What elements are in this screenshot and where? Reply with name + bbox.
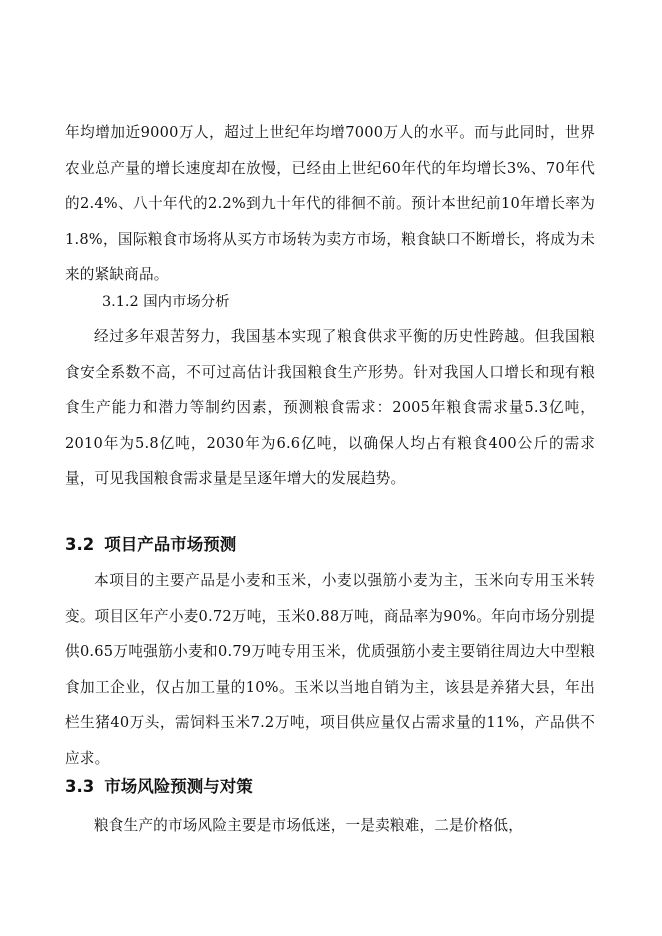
paragraph-domestic-demand: 经过多年艰苦努力，我国基本实现了粮食供求平衡的历史性跨越。但我国粮食安全系数不高，不可过高估计我国粮食生产形势。针对我国人口增长和现有粮食生产能力和潜力等制约因素，预测粮食需求：2005年粮食需求量5.3亿吨，2010年为5.8亿吨，2030年为6.6亿吨，以确保人均占有粮食400公斤的需求量，可见我国粮食需求量是呈逐年增大的发展趋势。 — [65, 328, 595, 487]
subsection-heading-domestic-market: 3.1.2 国内市场分析 — [102, 294, 230, 310]
section-title: 项目产品市场预测 — [104, 535, 237, 554]
paragraph-market-risk: 粮食生产的市场风险主要是市场低迷，一是卖粮难，二是价格低， — [94, 817, 524, 834]
section-number: 3.3 — [65, 777, 95, 796]
paragraph-world-grain-trend: 年均增加近9000万人，超过上世纪年均增7000万人的水平。而与此同时，世界农业总产量的增长速度却在放慢，已经由上世纪60年代的年均增长3%、70年代的2.4%、八十年代的2.2%到九十年代的徘徊不前。预计本世纪前10年增长率为1.8%，国际粮食市场将从买方市场转为卖方市场，粮食缺口不断增长，将成为未来的紧缺商品。 — [65, 124, 595, 283]
section-number: 3.2 — [65, 535, 95, 554]
section-heading-product-forecast — [65, 532, 236, 558]
paragraph-product-forecast: 本项目的主要产品是小麦和玉米，小麦以强筋小麦为主，玉米向专用玉米转变。项目区年产小麦0.72万吨，玉米0.88万吨，商品率为90%。年向市场分别提供0.65万吨强筋小麦和0.79万吨专用玉米，优质强筋小麦主要销往周边大中型粮食加工企业，仅占加工量的10%。玉米以当地自销为主，该县是养猪大县，年出栏生猪40万头，需饲料玉米7.2万吨，项目供应量仅占需求量的11%，产品供不应求。 — [65, 572, 595, 767]
section-title: 市场风险预测与对策 — [104, 777, 253, 796]
section-heading-market-risk — [65, 774, 253, 800]
